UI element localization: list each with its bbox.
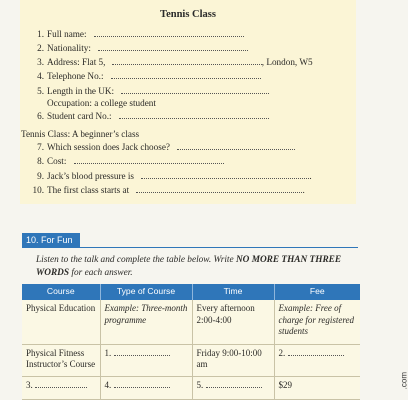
form-item-7: 7. Which session does Jack choose? <box>32 142 295 153</box>
table-cell: Every afternoon 2:00-4:00 <box>192 300 274 344</box>
table-cell: $29 <box>274 376 360 400</box>
answer-blank-6[interactable] <box>119 111 269 119</box>
answer-blank-table-4[interactable] <box>114 380 170 388</box>
edge-watermark-text: .com <box>399 372 408 390</box>
form-item-3: 3. Address: Flat 5, , London, W5 <box>37 57 313 67</box>
table-row <box>22 344 360 376</box>
table-cell: 1. <box>100 344 192 376</box>
table-cell: 5. <box>192 376 274 400</box>
table-cell: Example: Three-month programme <box>100 300 192 344</box>
answer-blank-1[interactable] <box>94 29 244 37</box>
table-cell: 4. <box>100 376 192 400</box>
form-item-10: 10. The first class starts at . <box>32 185 305 195</box>
form-item-5: 5. Length in the UK: <box>32 86 269 97</box>
section-divider <box>22 247 358 248</box>
course-table <box>22 284 360 400</box>
table-cell: Example: Free of charge for registered students <box>274 300 360 344</box>
table-cell: Friday 9:00-10:00 am <box>192 344 274 376</box>
answer-blank-5[interactable] <box>121 86 269 94</box>
answer-blank-7[interactable] <box>177 142 295 150</box>
instructions: Listen to the talk and complete the table below. Write NO MORE THAN THREE WORDS for each answer. <box>36 255 342 278</box>
answer-blank-3[interactable] <box>112 57 262 65</box>
form-item-8: 8. Cost: <box>32 156 224 167</box>
answer-blank-2[interactable] <box>98 43 248 51</box>
table-header-row <box>22 284 360 300</box>
answer-blank-table-5[interactable] <box>206 380 262 388</box>
form-item-1: 1. Full name: <box>32 29 244 40</box>
form-item-2: 2. Nationality: <box>32 43 248 54</box>
answer-blank-table-3[interactable] <box>35 380 87 388</box>
header-time: Time <box>192 284 274 300</box>
table-row <box>22 376 360 400</box>
form-item-occupation: Occupation: a college student <box>47 98 156 108</box>
answer-blank-table-1[interactable] <box>114 348 170 356</box>
table-cell: 2. <box>274 344 360 376</box>
tennis-class-form <box>20 0 356 204</box>
form-item-tennis-class: Tennis Class: A beginner’s class <box>21 129 140 139</box>
answer-blank-8[interactable] <box>74 156 224 164</box>
answer-blank-10[interactable] <box>136 185 302 193</box>
header-course: Course <box>22 284 100 300</box>
header-fee: Fee <box>274 284 360 300</box>
answer-blank-4[interactable] <box>111 71 261 79</box>
table-cell: Physical Education <box>22 300 100 344</box>
form-item-9: 9. Jack’s blood pressure is . <box>37 171 312 181</box>
form-title: Tennis Class <box>160 9 216 20</box>
header-type-of-course: Type of Course <box>100 284 192 300</box>
form-item-6: 6. Student card No.: <box>32 111 269 122</box>
answer-blank-9[interactable] <box>141 171 309 179</box>
answer-blank-table-2[interactable] <box>288 348 344 356</box>
section-heading: 10. For Fun <box>22 233 80 247</box>
form-item-4: 4. Telephone No.: <box>32 71 261 82</box>
table-cell: Physical Fitness Instructor’s Course <box>22 344 100 376</box>
table-row <box>22 300 360 344</box>
table-cell: 3. <box>22 376 100 400</box>
